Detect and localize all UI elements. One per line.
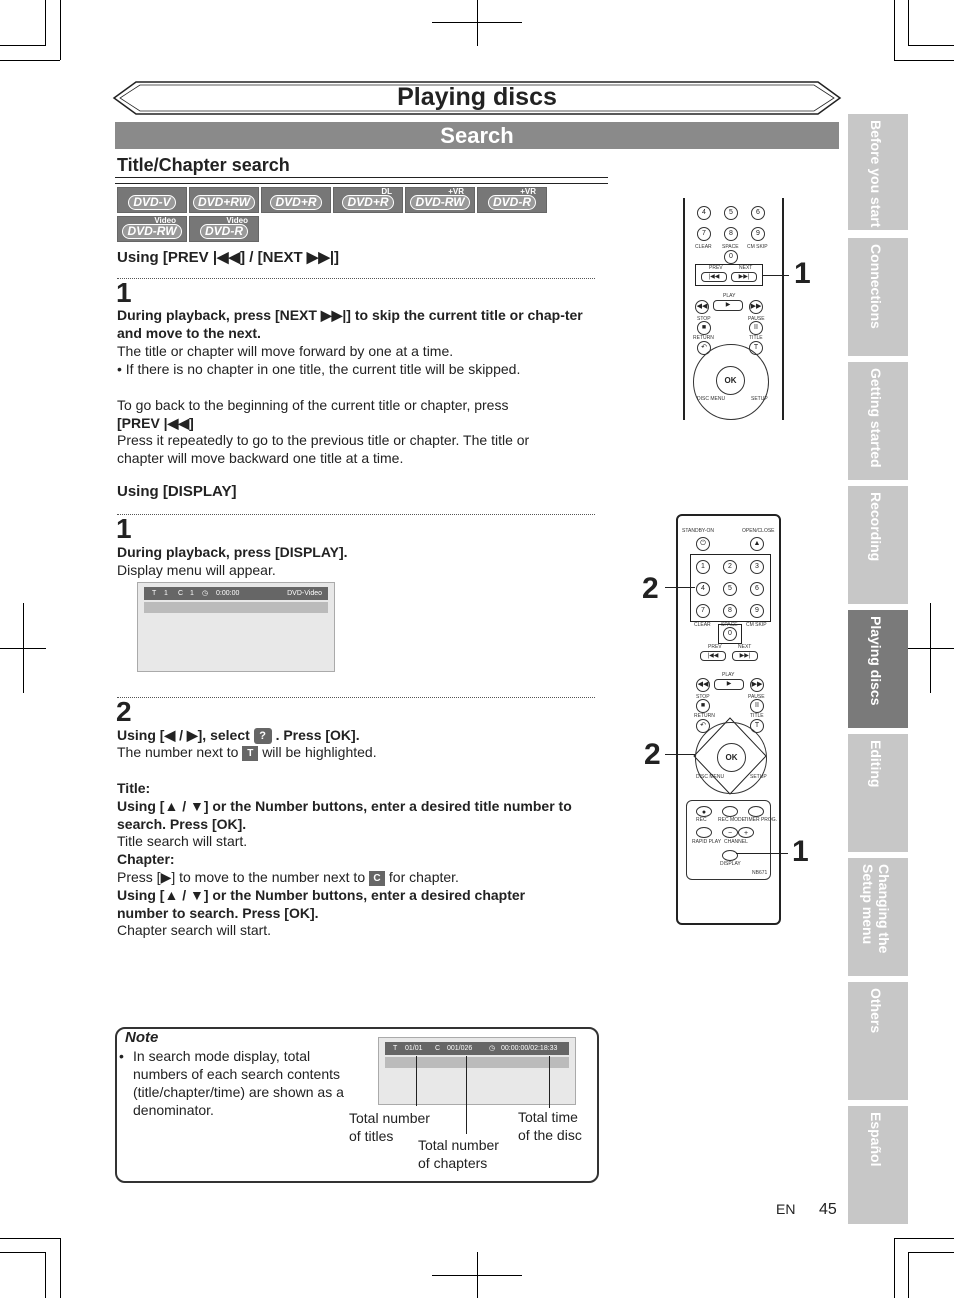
remote-label: REC MODE [718,817,745,823]
callout-line [665,587,695,588]
disc-badge: +VR DVD-R [477,187,547,213]
remote-label: STOP [697,316,711,322]
rewind-button: ◀◀ [695,300,709,314]
remote-label: RETURN [693,335,714,341]
remote-key: 8 [723,604,737,618]
rec-mode-button [722,806,738,817]
display-heading: Using [DISPLAY] [117,483,237,500]
title-icon: T [242,746,258,761]
ok-button: OK [716,366,745,395]
osd-bar: T 01/01 C 001/026 ◷ 00:00:00/02:18:33 [385,1042,569,1055]
remote-key: 5 [724,206,738,220]
chapter-label: Chapter: [117,851,175,867]
divider [117,278,595,279]
remote-label: TITLE [750,713,764,719]
body-text: Press it repeatedly to go to the previous title or chapter. The title or chapter will move backward one title at a time. [117,432,530,466]
remote-key: 0 [723,627,737,641]
title-button: T [750,719,764,733]
remote-label: PLAY [723,293,736,299]
remote-label: PREV [709,265,723,271]
remote-label: NB671 [752,870,768,876]
crop-mark [45,0,46,46]
tab-getting-started[interactable]: Getting started [848,362,908,480]
callout-line [665,754,695,755]
remote-label: REC [696,817,707,823]
rapid-play-button [696,827,712,838]
remote-label: NEXT [738,644,752,650]
title-text: Title search will start. [117,833,248,849]
crop-mark [60,1238,61,1298]
tab-others[interactable]: Others [848,982,908,1100]
eject-button: ▲ [750,537,764,551]
divider [117,514,595,515]
crop-mark [477,0,478,46]
stop-button: ■ [697,321,711,335]
remote-key: 8 [724,227,738,241]
remote-label: CM SKIP [747,244,768,250]
remote-key: 3 [750,560,764,574]
remote-label: RETURN [694,713,715,719]
remote-label: PREV [708,644,722,650]
crop-mark [45,1252,46,1298]
step-text: The title or chapter will move forward by one at a time. [117,343,454,359]
tab-editing[interactable]: Editing [848,734,908,852]
subheading: Title/Chapter search [117,155,290,175]
chapter-text: Press [▶] to move to the number next to C for chapter. [117,869,459,885]
remote-label: DISPLAY [720,861,741,867]
title-instruction: Using [▲ / ▼] or the Number buttons, enter a desired title number to search. Press [OK]. [117,798,572,832]
callout-number: 1 [794,257,811,290]
crop-mark [908,1252,954,1253]
callout-line [736,853,788,854]
rec-button: ● [696,806,712,817]
osd-icon-row [144,602,328,613]
tab-connections[interactable]: Connections [848,238,908,356]
remote-key: 4 [696,582,710,596]
disc-badge: DL DVD+R [333,187,403,213]
step-number: 2 [116,696,132,727]
forward-button: ▶▶ [750,678,764,692]
remote-label: NEXT [739,265,753,271]
osd-label-time: Total time of the disc [518,1109,582,1143]
tab-before-you-start[interactable]: Before you start [848,114,908,230]
chapter-instruction: Using [▲ / ▼] or the Number buttons, enter a desired chapter number to search. Press [OK]. [117,887,526,921]
note-osd-screen [378,1037,576,1105]
play-button: ▶ [713,300,743,311]
prevnext-heading: Using [PREV |◀◀] / [NEXT ▶▶|] [117,249,340,266]
crop-mark [908,1252,909,1298]
play-button: ▶ [714,679,744,690]
page-number: 45 [819,1201,837,1218]
subheading-rule [115,177,608,184]
pause-button: II [750,699,764,713]
next-button: ▶▶| [732,651,758,661]
disc-badge: Video DVD-R [189,216,259,242]
crop-mark [894,60,954,61]
crop-mark [0,45,46,46]
remote-label: PLAY [722,672,735,678]
remote-label: OPEN/CLOSE [742,528,775,534]
stop-button: ■ [696,699,710,713]
power-button: ⏻ [696,537,710,551]
remote-label: CHANNEL [724,839,748,845]
remote-key: 9 [750,604,764,618]
remote-key: 7 [696,604,710,618]
callout-number: 2 [644,738,661,771]
page-title: Playing discs [397,83,557,111]
disc-badge: +VR DVD-RW [405,187,475,213]
tab-espanol[interactable]: Español [848,1106,908,1224]
channel-up-button: + [738,827,754,838]
remote-label: SPACE [721,622,738,628]
remote-key: 1 [696,560,710,574]
crop-mark [908,0,909,46]
remote-label: DISC MENU [696,774,725,780]
remote-label: SETUP [751,396,768,402]
section-title: Search [115,122,839,149]
disc-badge: Video DVD-RW [117,216,187,242]
rewind-button: ◀◀ [696,678,710,692]
leader-line [549,1056,550,1108]
body-text-bold: [PREV |◀◀] [117,415,194,431]
remote-key: 2 [723,560,737,574]
remote-label: CLEAR [695,244,712,250]
prev-button: |◀◀ [701,272,727,282]
osd-label-titles: Total number of titles [349,1110,430,1144]
crop-mark [60,0,61,60]
crop-mark [477,1252,478,1298]
language-label: EN [776,1201,796,1217]
remote-label: SETUP [750,774,767,780]
remote-key: 6 [751,206,765,220]
remote-label: PAUSE [748,694,765,700]
body-text: To go back to the beginning of the current title or chapter, press [117,397,509,413]
prev-button: |◀◀ [700,651,726,661]
next-button: ▶▶| [731,272,757,282]
leader-line [466,1056,467,1134]
return-button: ↶ [696,719,710,733]
osd-icon-row [385,1057,569,1068]
crop-mark [908,648,954,649]
note-bullet: • [119,1048,124,1064]
remote-key: 5 [723,582,737,596]
display-button [722,850,738,861]
crop-mark [0,1238,60,1239]
crop-mark [0,60,60,61]
callout-number: 1 [792,835,809,868]
step-text: The number next to T will be highlighted. [117,744,377,760]
remote-label: CLEAR [694,622,711,628]
return-button: ↶ [697,341,711,355]
remote-key: 0 [724,250,738,264]
remote-key: 6 [750,582,764,596]
forward-button: ▶▶ [749,300,763,314]
divider [117,697,595,698]
tab-setup-menu[interactable]: Changing the Setup menu [848,858,908,976]
tab-recording[interactable]: Recording [848,486,908,604]
channel-down-button: − [722,827,738,838]
remote-key: 7 [697,227,711,241]
callout-number: 2 [642,572,659,605]
remote-label: TITLE [749,335,763,341]
remote-label: DISC MENU [697,396,726,402]
crop-mark [0,1252,46,1253]
step-text: Display menu will appear. [117,562,276,578]
step-instruction: Using [◀ / ▶], select ? . Press [OK]. [117,727,360,743]
tab-playing-discs[interactable]: Playing discs [848,610,908,728]
osd-label-chapters: Total number of chapters [418,1137,499,1171]
disc-badge: DVD-V [117,187,187,213]
remote-label: SPACE [722,244,739,250]
note-text: In search mode display, total numbers of each search contents (title/chapter/time) are shown as a denominator. [133,1048,344,1118]
pause-button: II [749,321,763,335]
remote-label: PAUSE [748,316,765,322]
osd-bar: T 1 C 1 ◷ 0:00:00 DVD-Video [144,587,328,600]
step-number: 1 [116,513,132,544]
crop-mark [894,1238,895,1298]
title-button: T [749,341,763,355]
remote-label: STANDBY-ON [682,528,714,534]
bullet-text: • If there is no chapter in one title, the current title will be skipped. [117,361,521,377]
step-number: 1 [116,277,132,308]
remote-label: RAPID PLAY [692,839,722,845]
ok-button: OK [717,743,746,772]
callout-line [763,275,789,276]
title-label: Title: [117,780,151,796]
step-instruction: During playback, press [NEXT ▶▶|] to skip the current title or chap-ter and move to the next. [117,307,583,341]
leader-line [416,1056,417,1106]
chapter-text: Chapter search will start. [117,922,272,938]
remote-illustration-full [676,514,781,925]
crop-mark [894,1238,954,1239]
chapter-icon: C [369,871,385,886]
disc-badge: DVD+RW [189,187,259,213]
crop-mark [894,0,895,60]
step-instruction: During playback, press [DISPLAY]. [117,544,348,560]
crop-mark [23,603,24,693]
search-icon: ? [254,728,272,744]
timer-prog-button [748,806,764,817]
crop-mark [908,45,954,46]
remote-key: 9 [751,227,765,241]
remote-label: STOP [696,694,710,700]
remote-illustration-top [683,198,784,420]
remote-label: CM SKIP [746,622,767,628]
osd-screen [137,582,335,672]
crop-mark [930,603,931,693]
remote-label: TIMER PROG. [744,817,778,823]
remote-key: 4 [697,206,711,220]
note-title: Note [125,1029,159,1046]
disc-badge: DVD+R [261,187,331,213]
